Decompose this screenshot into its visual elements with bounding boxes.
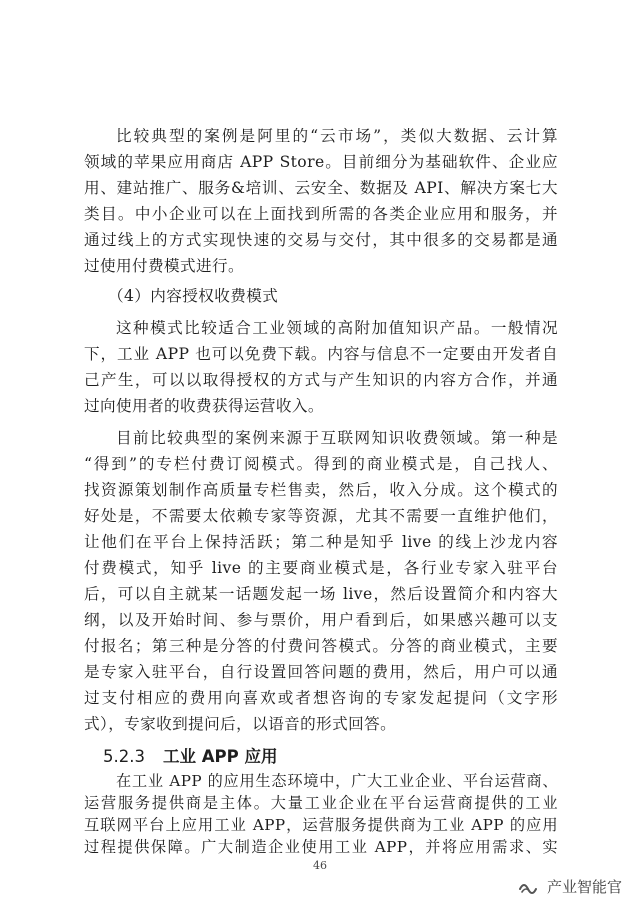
p1-line-4: 类目。中小企业可以在上面找到所需的各类企业应用和服务，并: [84, 205, 558, 223]
subheading: （4）内容授权收费模式: [108, 287, 279, 305]
p3-line-9: 付报名；第三种是分答的付费问答模式。分答的商业模式，主要: [84, 637, 558, 655]
p1-line-1: 比较典型的案例是阿里的“云市场”，类似大数据、云计算: [116, 127, 558, 145]
p3-line-6: 付费模式，知乎 live 的主要商业模式是，各行业专家入驻平台: [84, 559, 558, 577]
p3-line-2: “得到”的专栏付费订阅模式。得到的商业模式是，自己找人、: [84, 455, 558, 473]
p3-line-11: 过支付相应的费用向喜欢或者想咨询的专家发起提问（文字形: [84, 689, 558, 707]
p4-line-4: 过程提供保障。广大制造企业使用工业 APP，并将应用需求、实: [84, 838, 558, 856]
wechat-channel-icon: [517, 877, 541, 897]
p3-line-4: 好处是，不需要太依赖专家等资源，尤其不需要一直维护他们，: [84, 507, 558, 525]
p2-line-1: 这种模式比较适合工业领域的高附加值知识产品。一般情况: [116, 319, 558, 337]
p4-line-3: 互联网平台上应用工业 APP，运营服务提供商为工业 APP 的应用: [84, 816, 558, 834]
p3-line-8: 纲，以及开始时间、参与票价，用户看到后，如果感兴趣可以支: [84, 611, 558, 629]
p3-line-7: 后，可以自主就某一话题发起一场 live，然后设置简介和内容大: [84, 585, 558, 603]
p3-line-5: 让他们在平台上保持活跃；第二种是知乎 live 的线上沙龙内容: [84, 533, 558, 551]
p1-line-2: 领域的苹果应用商店 APP Store。目前细分为基础软件、企业应: [84, 153, 558, 171]
watermark-text: 产业智能官: [546, 878, 622, 896]
p3-line-10: 是专家入驻平台，自行设置回答问题的费用，然后，用户可以通: [84, 663, 558, 681]
p1-line-3: 用、建站推广、服务&培训、云安全、数据及 API、解决方案七大: [84, 179, 558, 197]
page-number: 46: [313, 859, 327, 872]
p4-line-1: 在工业 APP 的应用生态环境中，广大工业企业、平台运营商、: [116, 772, 558, 790]
p2-line-4: 过向使用者的收费获得运营收入。: [84, 397, 324, 415]
p2-line-2: 下，工业 APP 也可以免费下载。内容与信息不一定要由开发者自: [84, 345, 558, 363]
section-heading: [103, 744, 277, 770]
p2-line-3: 己产生，可以以取得授权的方式与产生知识的内容方合作，并通: [84, 371, 558, 389]
p3-line-12: 式），专家收到提问后，以语音的形式回答。: [84, 715, 397, 733]
p3-line-1: 目前比较典型的案例来源于互联网知识收费领域。第一种是: [116, 429, 558, 447]
p3-line-3: 找资源策划制作高质量专栏售卖，然后，收入分成。这个模式的: [84, 481, 558, 499]
section-title: 工业 APP 应用: [163, 747, 278, 766]
section-number: 5.2.3: [103, 747, 145, 766]
p1-line-5: 通过线上的方式实现快速的交易与交付，其中很多的交易都是通: [84, 231, 558, 249]
p1-line-6: 过使用付费模式进行。: [84, 257, 244, 275]
watermark: [517, 876, 622, 897]
p4-line-2: 运营服务提供商是主体。大量工业企业在平台运营商提供的工业: [84, 794, 558, 812]
